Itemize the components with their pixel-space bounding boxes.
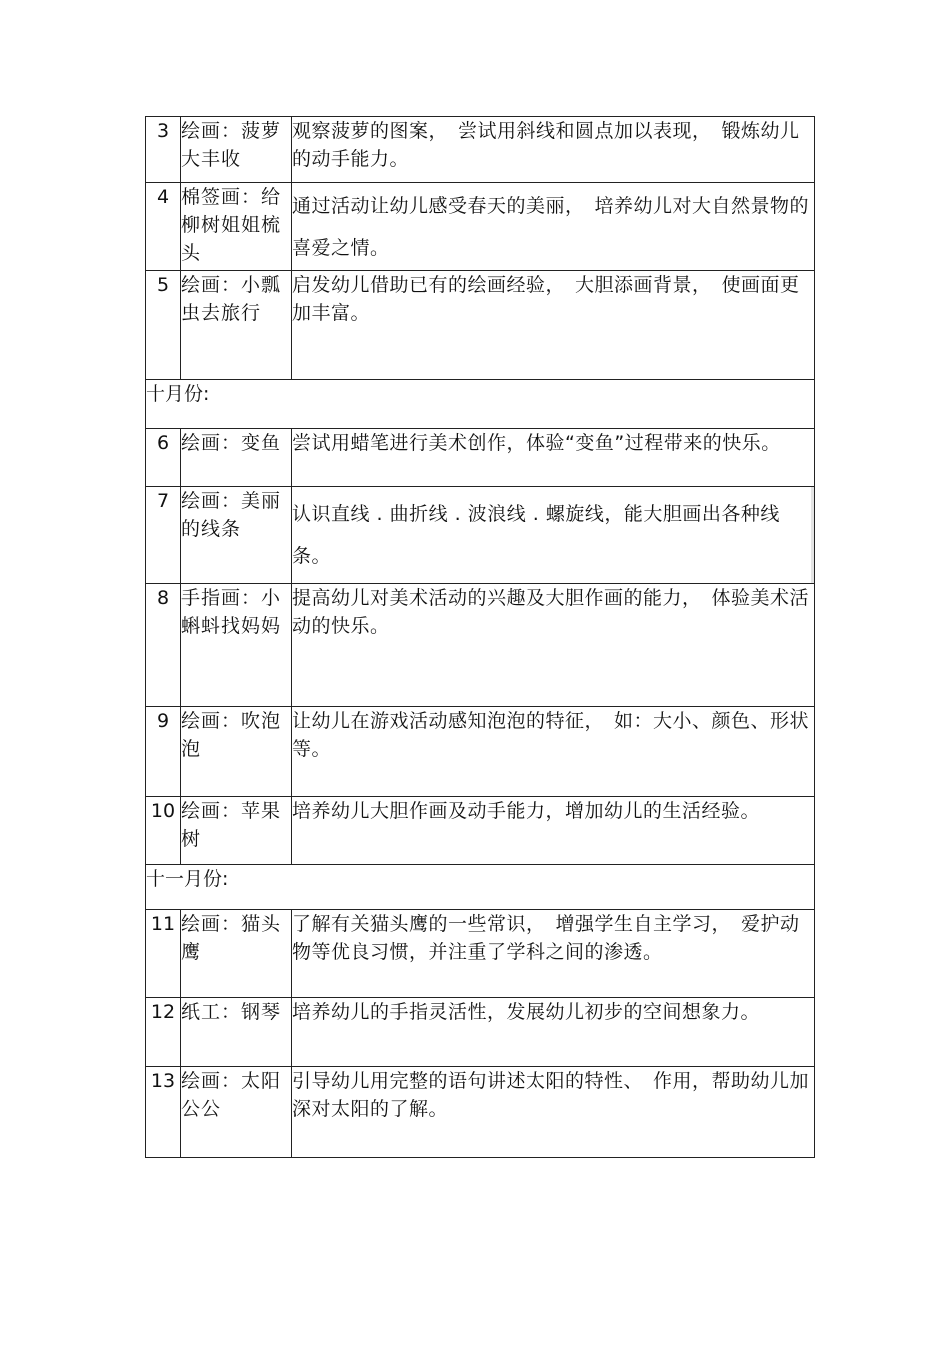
row-number: 9	[146, 707, 181, 797]
activity-goal: 认识直线 . 曲折线 . 波浪线 . 螺旋线，能大胆画出各种线条。	[292, 487, 815, 584]
table-row	[146, 487, 815, 584]
table-row	[146, 910, 815, 998]
activity-goal: 尝试用蜡笔进行美术创作，体验“变鱼”过程带来的快乐。	[292, 429, 815, 487]
table-row	[146, 797, 815, 865]
row-number: 5	[146, 271, 181, 380]
table-row	[146, 429, 815, 487]
activity-title: 绘画：吹泡泡	[181, 707, 292, 797]
activity-title: 绘画：苹果树	[181, 797, 292, 865]
activity-title: 绘画：菠萝大丰收	[181, 117, 292, 183]
month-heading: 十月份:	[146, 380, 815, 429]
activity-title: 绘画：太阳公公	[181, 1067, 292, 1158]
table-row	[146, 117, 815, 183]
month-row	[146, 865, 815, 910]
row-number: 8	[146, 584, 181, 707]
activity-goal: 了解有关猫头鹰的一些常识， 增强学生自主学习， 爱护动物等优良习惯，并注重了学科之间的渗透。	[292, 910, 815, 998]
activity-title: 棉签画：给柳树姐姐梳头	[181, 183, 292, 271]
activity-title: 纸工：钢琴	[181, 998, 292, 1067]
activity-goal: 观察菠萝的图案， 尝试用斜线和圆点加以表现， 锻炼幼儿的动手能力。	[292, 117, 815, 183]
month-heading: 十一月份:	[146, 865, 815, 910]
activity-title: 手指画：小蝌蚪找妈妈	[181, 584, 292, 707]
row-number: 4	[146, 183, 181, 271]
activity-goal: 引导幼儿用完整的语句讲述太阳的特性、 作用，帮助幼儿加深对太阳的了解。	[292, 1067, 815, 1158]
activity-goal: 通过活动让幼儿感受春天的美丽， 培养幼儿对大自然景物的喜爱之情。	[292, 183, 815, 271]
activity-title: 绘画：美丽的线条	[181, 487, 292, 584]
activity-goal: 让幼儿在游戏活动感知泡泡的特征， 如：大小、颜色、形状等。	[292, 707, 815, 797]
activity-goal: 启发幼儿借助已有的绘画经验， 大胆添画背景， 使画面更加丰富。	[292, 271, 815, 380]
row-number: 10	[146, 797, 181, 865]
row-number: 11	[146, 910, 181, 998]
month-row	[146, 380, 815, 429]
table-row	[146, 271, 815, 380]
activity-title: 绘画：小瓢虫去旅行	[181, 271, 292, 380]
activity-title: 绘画：猫头鹰	[181, 910, 292, 998]
activity-goal: 培养幼儿的手指灵活性，发展幼儿初步的空间想象力。	[292, 998, 815, 1067]
table-row	[146, 183, 815, 271]
activity-goal: 提高幼儿对美术活动的兴趣及大胆作画的能力， 体验美术活动的快乐。	[292, 584, 815, 707]
activity-goal: 培养幼儿大胆作画及动手能力，增加幼儿的生活经验。	[292, 797, 815, 865]
table-row	[146, 707, 815, 797]
row-number: 7	[146, 487, 181, 584]
row-number: 12	[146, 998, 181, 1067]
activity-title: 绘画：变鱼	[181, 429, 292, 487]
table-row	[146, 998, 815, 1067]
row-number: 13	[146, 1067, 181, 1158]
table-row	[146, 1067, 815, 1158]
row-number: 6	[146, 429, 181, 487]
activity-plan-table	[145, 116, 815, 1158]
row-number: 3	[146, 117, 181, 183]
table-row	[146, 584, 815, 707]
